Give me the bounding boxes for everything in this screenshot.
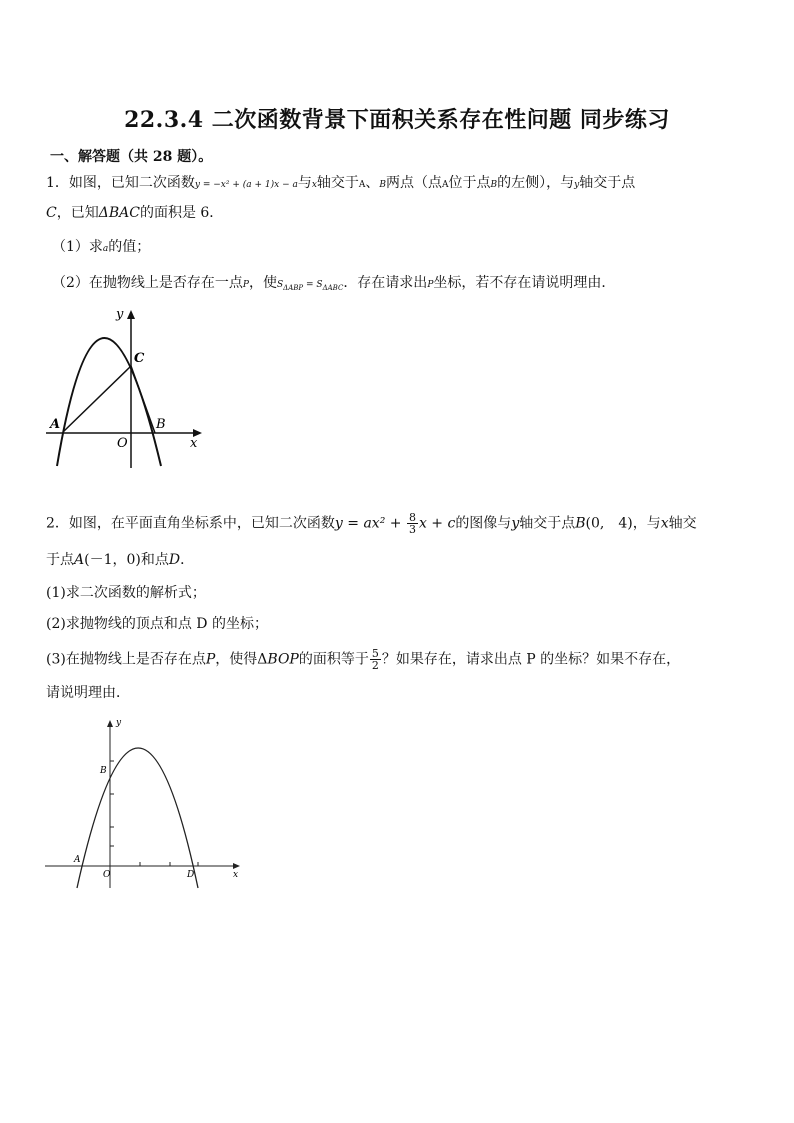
q1-line-2 <box>46 203 223 223</box>
q1-text: （2）在抛物线上是否存在一点 <box>52 275 243 291</box>
q1-point-B: B <box>490 180 498 190</box>
q1-var-y: y <box>574 180 580 190</box>
q2-text: ？如果存在，请求出点 P 的坐标？如果不存在， <box>381 651 681 668</box>
section-heading: 一、解答题（共 28 题）。 <box>50 149 213 165</box>
q1-figure <box>40 300 210 472</box>
q2-text: 轴交于点 <box>519 515 576 532</box>
q2-text: 2．如图，在平面直角坐标系中，已知二次函数 <box>46 515 335 532</box>
q2-point-P: P <box>205 651 216 668</box>
q2-axis-ticks <box>110 761 198 866</box>
q2-fraction <box>407 512 418 535</box>
q1-text: 位于点 <box>448 175 491 191</box>
q2-var-y: y <box>511 515 520 532</box>
q1-text: 两点（点 <box>386 175 443 191</box>
q1-triangle: ΔBAC <box>98 205 140 221</box>
q1-y-arrow-icon <box>127 310 135 319</box>
q2-triangle: BOP <box>267 651 299 668</box>
q2-fraction-numerator: 8 <box>408 511 416 524</box>
q1-text: 坐标，若不存在请说明理由． <box>433 275 616 291</box>
q1-var-x: x <box>311 180 317 190</box>
q1-area-symbol: S <box>316 280 323 290</box>
q2-text: (0, 4)，与 <box>585 515 661 532</box>
q1-text: ，使 <box>248 275 277 291</box>
q1-label-O: O <box>117 436 128 451</box>
q1-text: 与 <box>297 175 312 191</box>
q2-text: (3)在抛物线上是否存在点 <box>46 651 206 668</box>
q1-point-A: A <box>358 180 366 190</box>
q1-point-A: A <box>442 180 449 190</box>
q2-text: ． <box>180 552 195 568</box>
q1-point-P: P <box>427 280 434 290</box>
q1-area-symbol: S <box>276 280 284 290</box>
q2-text: 于点 <box>46 552 74 568</box>
q1-label-B: B <box>156 417 166 432</box>
q2-label-B: B <box>100 766 107 776</box>
q1-segment-CB <box>131 366 155 433</box>
q1-parabola <box>57 338 161 466</box>
q2-text: 轴交 <box>668 515 697 532</box>
q1-formula: y = −x² + (a + 1)x − a <box>194 180 298 190</box>
q1-part-1 <box>52 237 150 259</box>
q2-fraction-denominator: 2 <box>371 659 379 672</box>
q1-point-C: C <box>46 205 57 221</box>
q1-area-subscript: ΔABC <box>322 284 344 292</box>
q2-point-D: D <box>168 552 181 568</box>
q2-part-3-cont: 请说明理由． <box>46 685 130 701</box>
q1-label-x: x <box>190 436 198 451</box>
q2-formula: y = ax² + <box>334 515 406 532</box>
q2-label-O: O <box>103 870 111 880</box>
q2-text: 的图像与 <box>455 515 512 532</box>
q1-text: 轴交于 <box>316 175 359 191</box>
q1-line-1 <box>46 173 635 195</box>
q1-text: 1．如图，已知二次函数 <box>46 175 195 191</box>
q1-text: 的左侧），与 <box>497 175 575 191</box>
q2-label-D: D <box>187 870 195 880</box>
q2-part-3 <box>46 648 680 671</box>
q2-fraction-denominator: 3 <box>408 523 416 536</box>
q1-text: 、 <box>365 175 380 191</box>
q2-text: (－1，0)和点 <box>84 552 169 568</box>
q2-var-x: x <box>660 515 669 532</box>
q1-part-2 <box>52 273 615 298</box>
page-title: 22.3.4 二次函数背景下面积关系存在性问题 同步练习 <box>124 107 670 133</box>
q2-part-2: (2)求抛物线的顶点和点 D 的坐标； <box>46 616 268 632</box>
q1-segment-AC <box>63 366 131 432</box>
q1-text: （1）求 <box>52 239 103 255</box>
q1-text: ，已知 <box>56 205 99 221</box>
q2-text: ，使得Δ <box>215 651 268 668</box>
q1-equals: = <box>303 280 317 290</box>
q2-text: 的面积等于 <box>298 651 369 668</box>
q2-label-y: y <box>116 718 122 728</box>
q2-part-1: (1)求二次函数的解析式； <box>46 585 206 601</box>
q1-label-C: C <box>134 351 145 366</box>
q2-y-arrow-icon <box>107 720 113 727</box>
q2-fraction <box>370 648 381 671</box>
q1-point-B: B <box>379 180 387 190</box>
q2-parabola <box>77 748 198 888</box>
q2-x-arrow-icon <box>233 863 240 869</box>
q1-area-subscript: ΔABP <box>283 284 304 292</box>
q2-line-1 <box>46 512 697 535</box>
q2-label-A: A <box>74 855 81 865</box>
q1-text: 的面积是 6． <box>139 205 224 221</box>
q1-text: ．存在请求出 <box>343 275 428 291</box>
q1-var-a: a <box>102 244 109 254</box>
q1-text: 轴交于点 <box>579 175 636 191</box>
q2-fraction-numerator: 5 <box>371 647 379 660</box>
q2-label-x: x <box>233 870 239 880</box>
q1-label-y: y <box>116 307 124 322</box>
q1-text: 的值； <box>108 239 151 255</box>
q2-point-A: A <box>74 552 85 568</box>
q2-point-B: B <box>575 515 586 532</box>
q2-formula: x + c <box>418 515 456 532</box>
q1-label-A: A <box>50 417 61 432</box>
q2-figure <box>40 712 250 890</box>
q2-line-2 <box>46 550 194 570</box>
q1-point-P: P <box>242 280 249 290</box>
